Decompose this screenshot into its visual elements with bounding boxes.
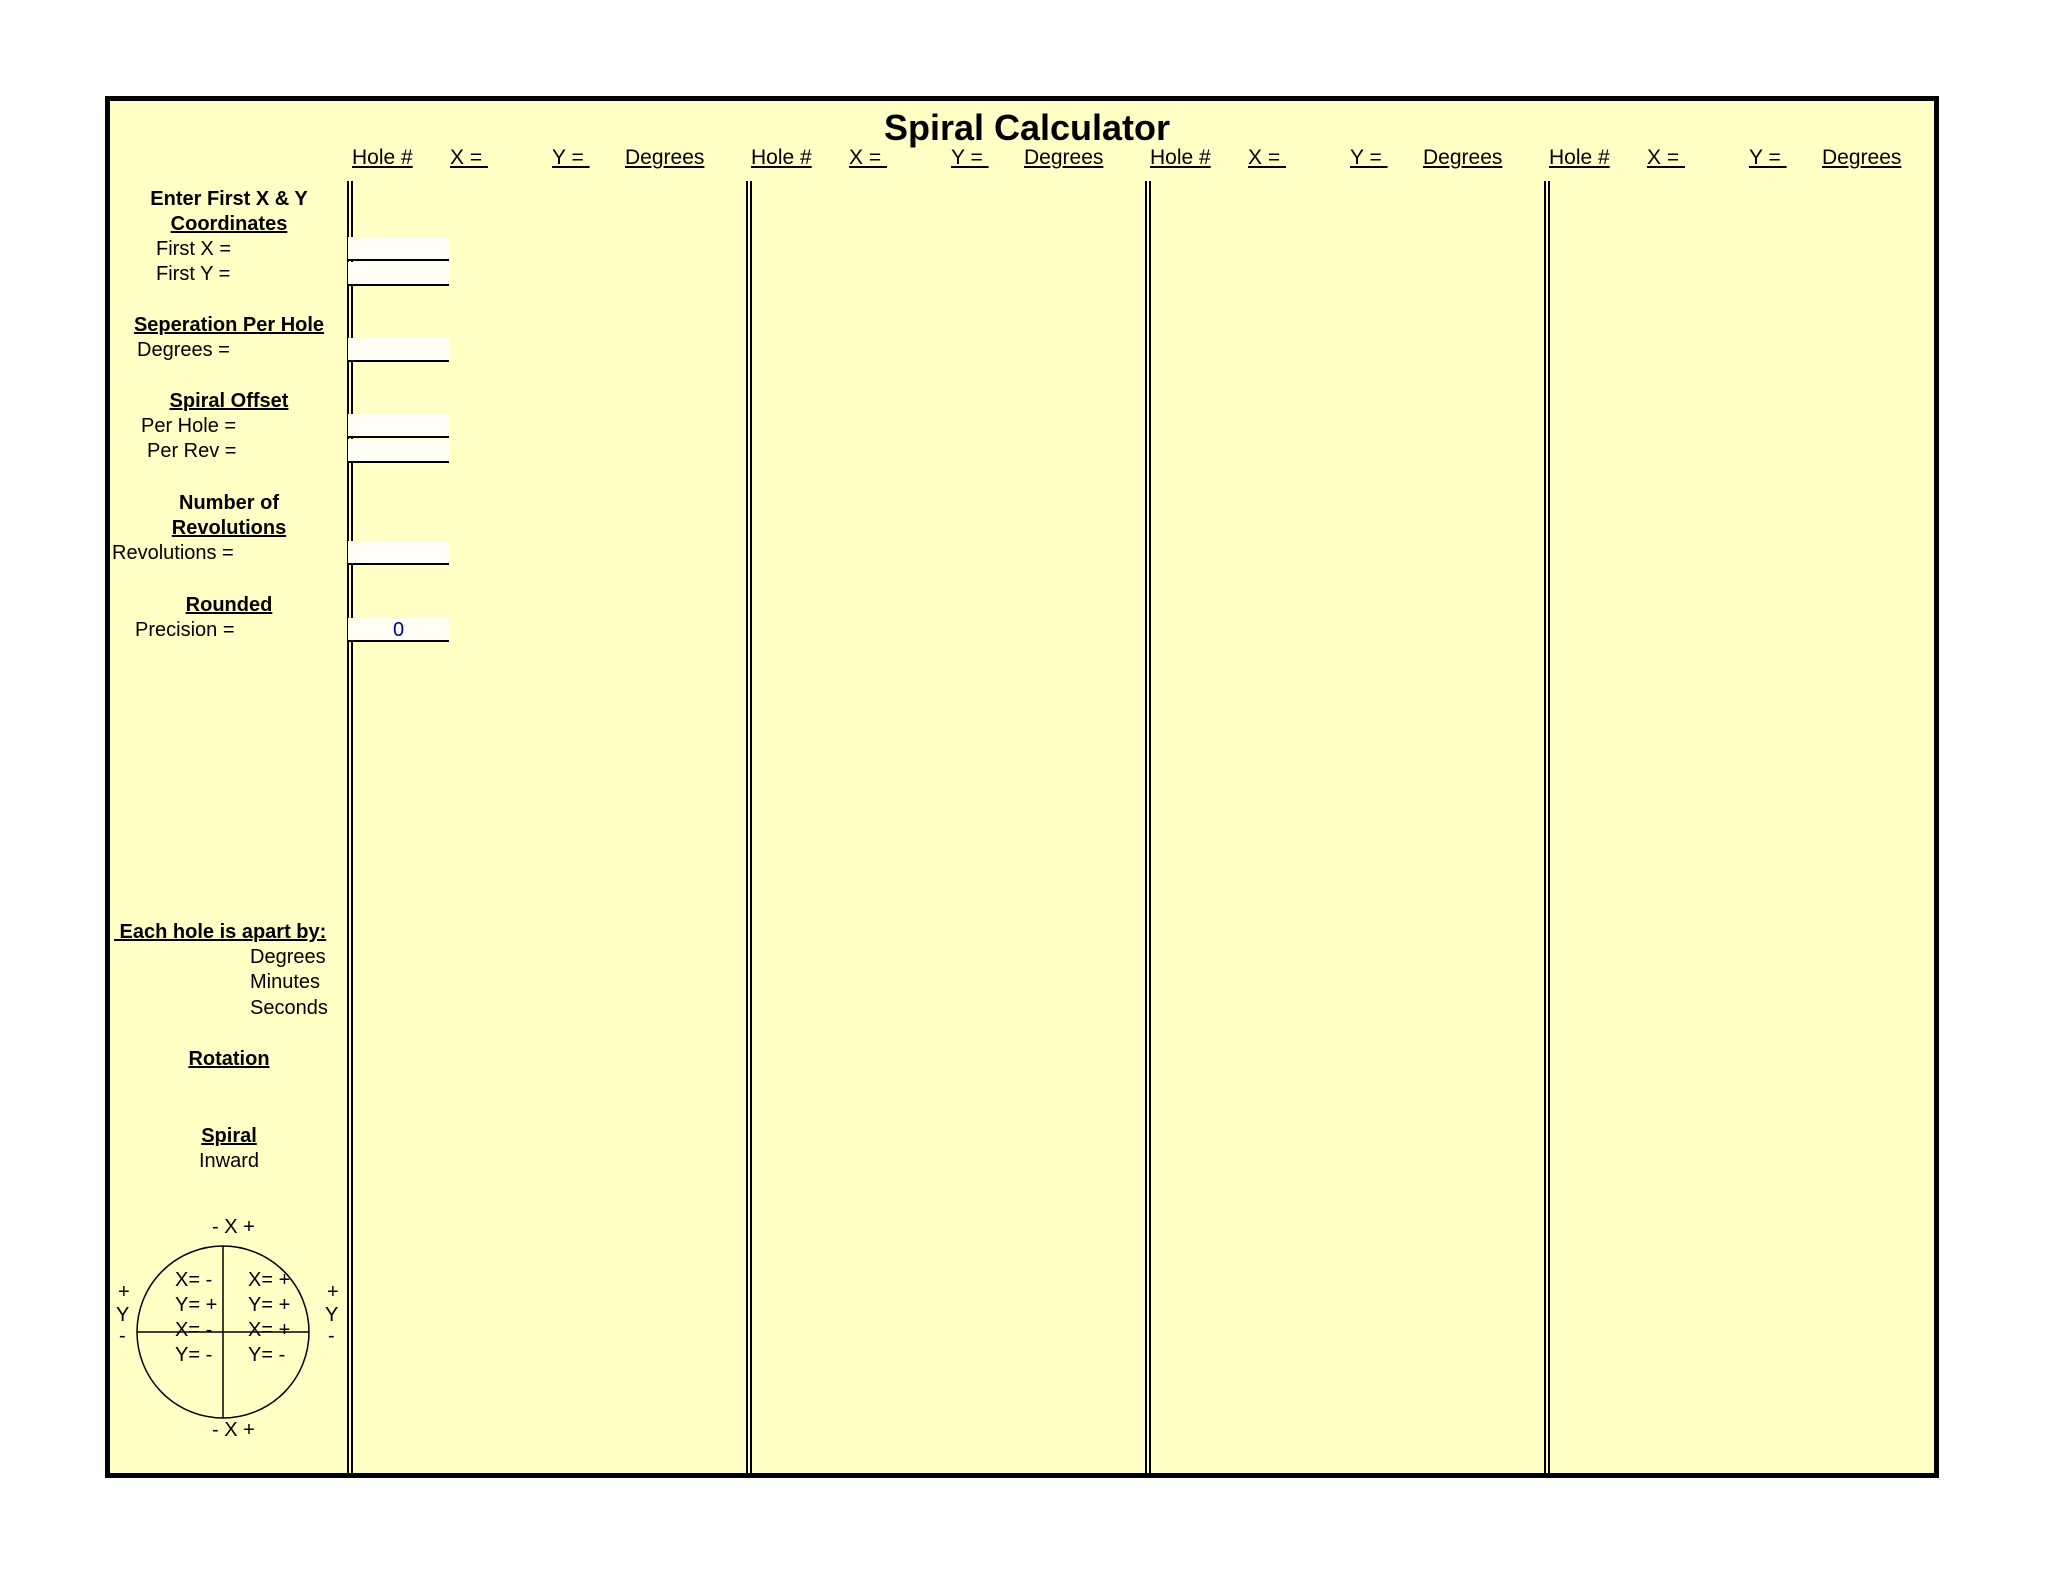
rounded-heading: Rounded — [185, 594, 273, 616]
per-hole-input[interactable] — [348, 414, 449, 438]
quadrant-2-y: Y= + — [248, 1294, 291, 1316]
col-header-hole-2: Hole # — [751, 146, 812, 169]
col-header-hole-3: Hole # — [1150, 146, 1211, 169]
column-divider — [1145, 181, 1151, 1478]
precision-label: Precision = — [135, 619, 235, 641]
rose-top-label: - X + — [212, 1216, 255, 1238]
rose-left-plus: + — [118, 1281, 130, 1303]
col-header-hole-4: Hole # — [1549, 146, 1610, 169]
rose-right-minus: - — [328, 1325, 335, 1347]
apart-degrees: Degrees — [250, 946, 326, 968]
col-header-x-3: X = — [1248, 146, 1286, 169]
apart-seconds: Seconds — [250, 997, 328, 1019]
first-y-label: First Y = — [156, 263, 231, 285]
rose-right-plus: + — [327, 1281, 339, 1303]
quadrant-1-y: Y= + — [175, 1294, 218, 1316]
quadrant-4-y: Y= - — [248, 1344, 286, 1366]
col-header-x-2: X = — [849, 146, 887, 169]
apart-minutes: Minutes — [250, 971, 321, 993]
quadrant-4-x: X= + — [248, 1319, 291, 1341]
precision-input[interactable]: 0 — [348, 618, 449, 642]
spreadsheet-sheet — [105, 96, 1939, 1478]
per-rev-label: Per Rev = — [147, 440, 237, 462]
page-title: Spiral Calculator — [883, 107, 1171, 148]
quadrant-1-x: X= - — [175, 1269, 213, 1291]
col-header-y-2: Y = — [951, 146, 989, 169]
col-header-y-3: Y = — [1350, 146, 1388, 169]
separation-heading: Seperation Per Hole — [133, 314, 325, 336]
degrees-label: Degrees = — [137, 339, 230, 361]
col-header-x-4: X = — [1647, 146, 1685, 169]
col-header-y-4: Y = — [1749, 146, 1787, 169]
quadrant-3-x: X= - — [175, 1319, 213, 1341]
first-x-label: First X = — [156, 238, 232, 260]
column-divider — [1544, 181, 1550, 1478]
spiral-offset-heading: Spiral Offset — [169, 390, 289, 412]
spiral-heading: Spiral — [201, 1125, 257, 1147]
rotation-heading: Rotation — [188, 1048, 270, 1070]
revolutions-label: Revolutions = — [112, 542, 234, 564]
apart-heading: Each hole is apart by: — [114, 921, 327, 943]
col-header-degrees-3: Degrees — [1423, 146, 1503, 169]
revolutions-heading: Number of — [179, 492, 279, 514]
col-header-degrees-1: Degrees — [625, 146, 705, 169]
quadrant-2-x: X= + — [248, 1269, 291, 1291]
col-header-y-1: Y = — [552, 146, 590, 169]
col-header-x-1: X = — [450, 146, 488, 169]
rose-left-minus: - — [119, 1325, 126, 1347]
first-xy-heading-2: Coordinates — [170, 213, 288, 235]
rose-bottom-label: - X + — [212, 1419, 255, 1441]
quadrant-3-y: Y= - — [175, 1344, 213, 1366]
revolutions-input[interactable] — [348, 541, 449, 565]
rose-left-y: Y — [116, 1304, 130, 1326]
col-header-degrees-2: Degrees — [1024, 146, 1104, 169]
spiral-direction: Inward — [198, 1150, 260, 1172]
per-rev-input[interactable] — [348, 439, 449, 463]
column-divider — [746, 181, 752, 1478]
col-header-degrees-4: Degrees — [1822, 146, 1902, 169]
revolutions-heading-2: Revolutions — [171, 517, 287, 539]
per-hole-label: Per Hole = — [141, 415, 237, 437]
first-y-input[interactable] — [348, 262, 449, 286]
rose-right-y: Y — [325, 1304, 339, 1326]
first-xy-heading: Enter First X & Y — [150, 188, 308, 210]
column-divider — [347, 181, 353, 1478]
col-header-hole-1: Hole # — [352, 146, 413, 169]
first-x-input[interactable] — [348, 237, 449, 261]
degrees-input[interactable] — [348, 338, 449, 362]
